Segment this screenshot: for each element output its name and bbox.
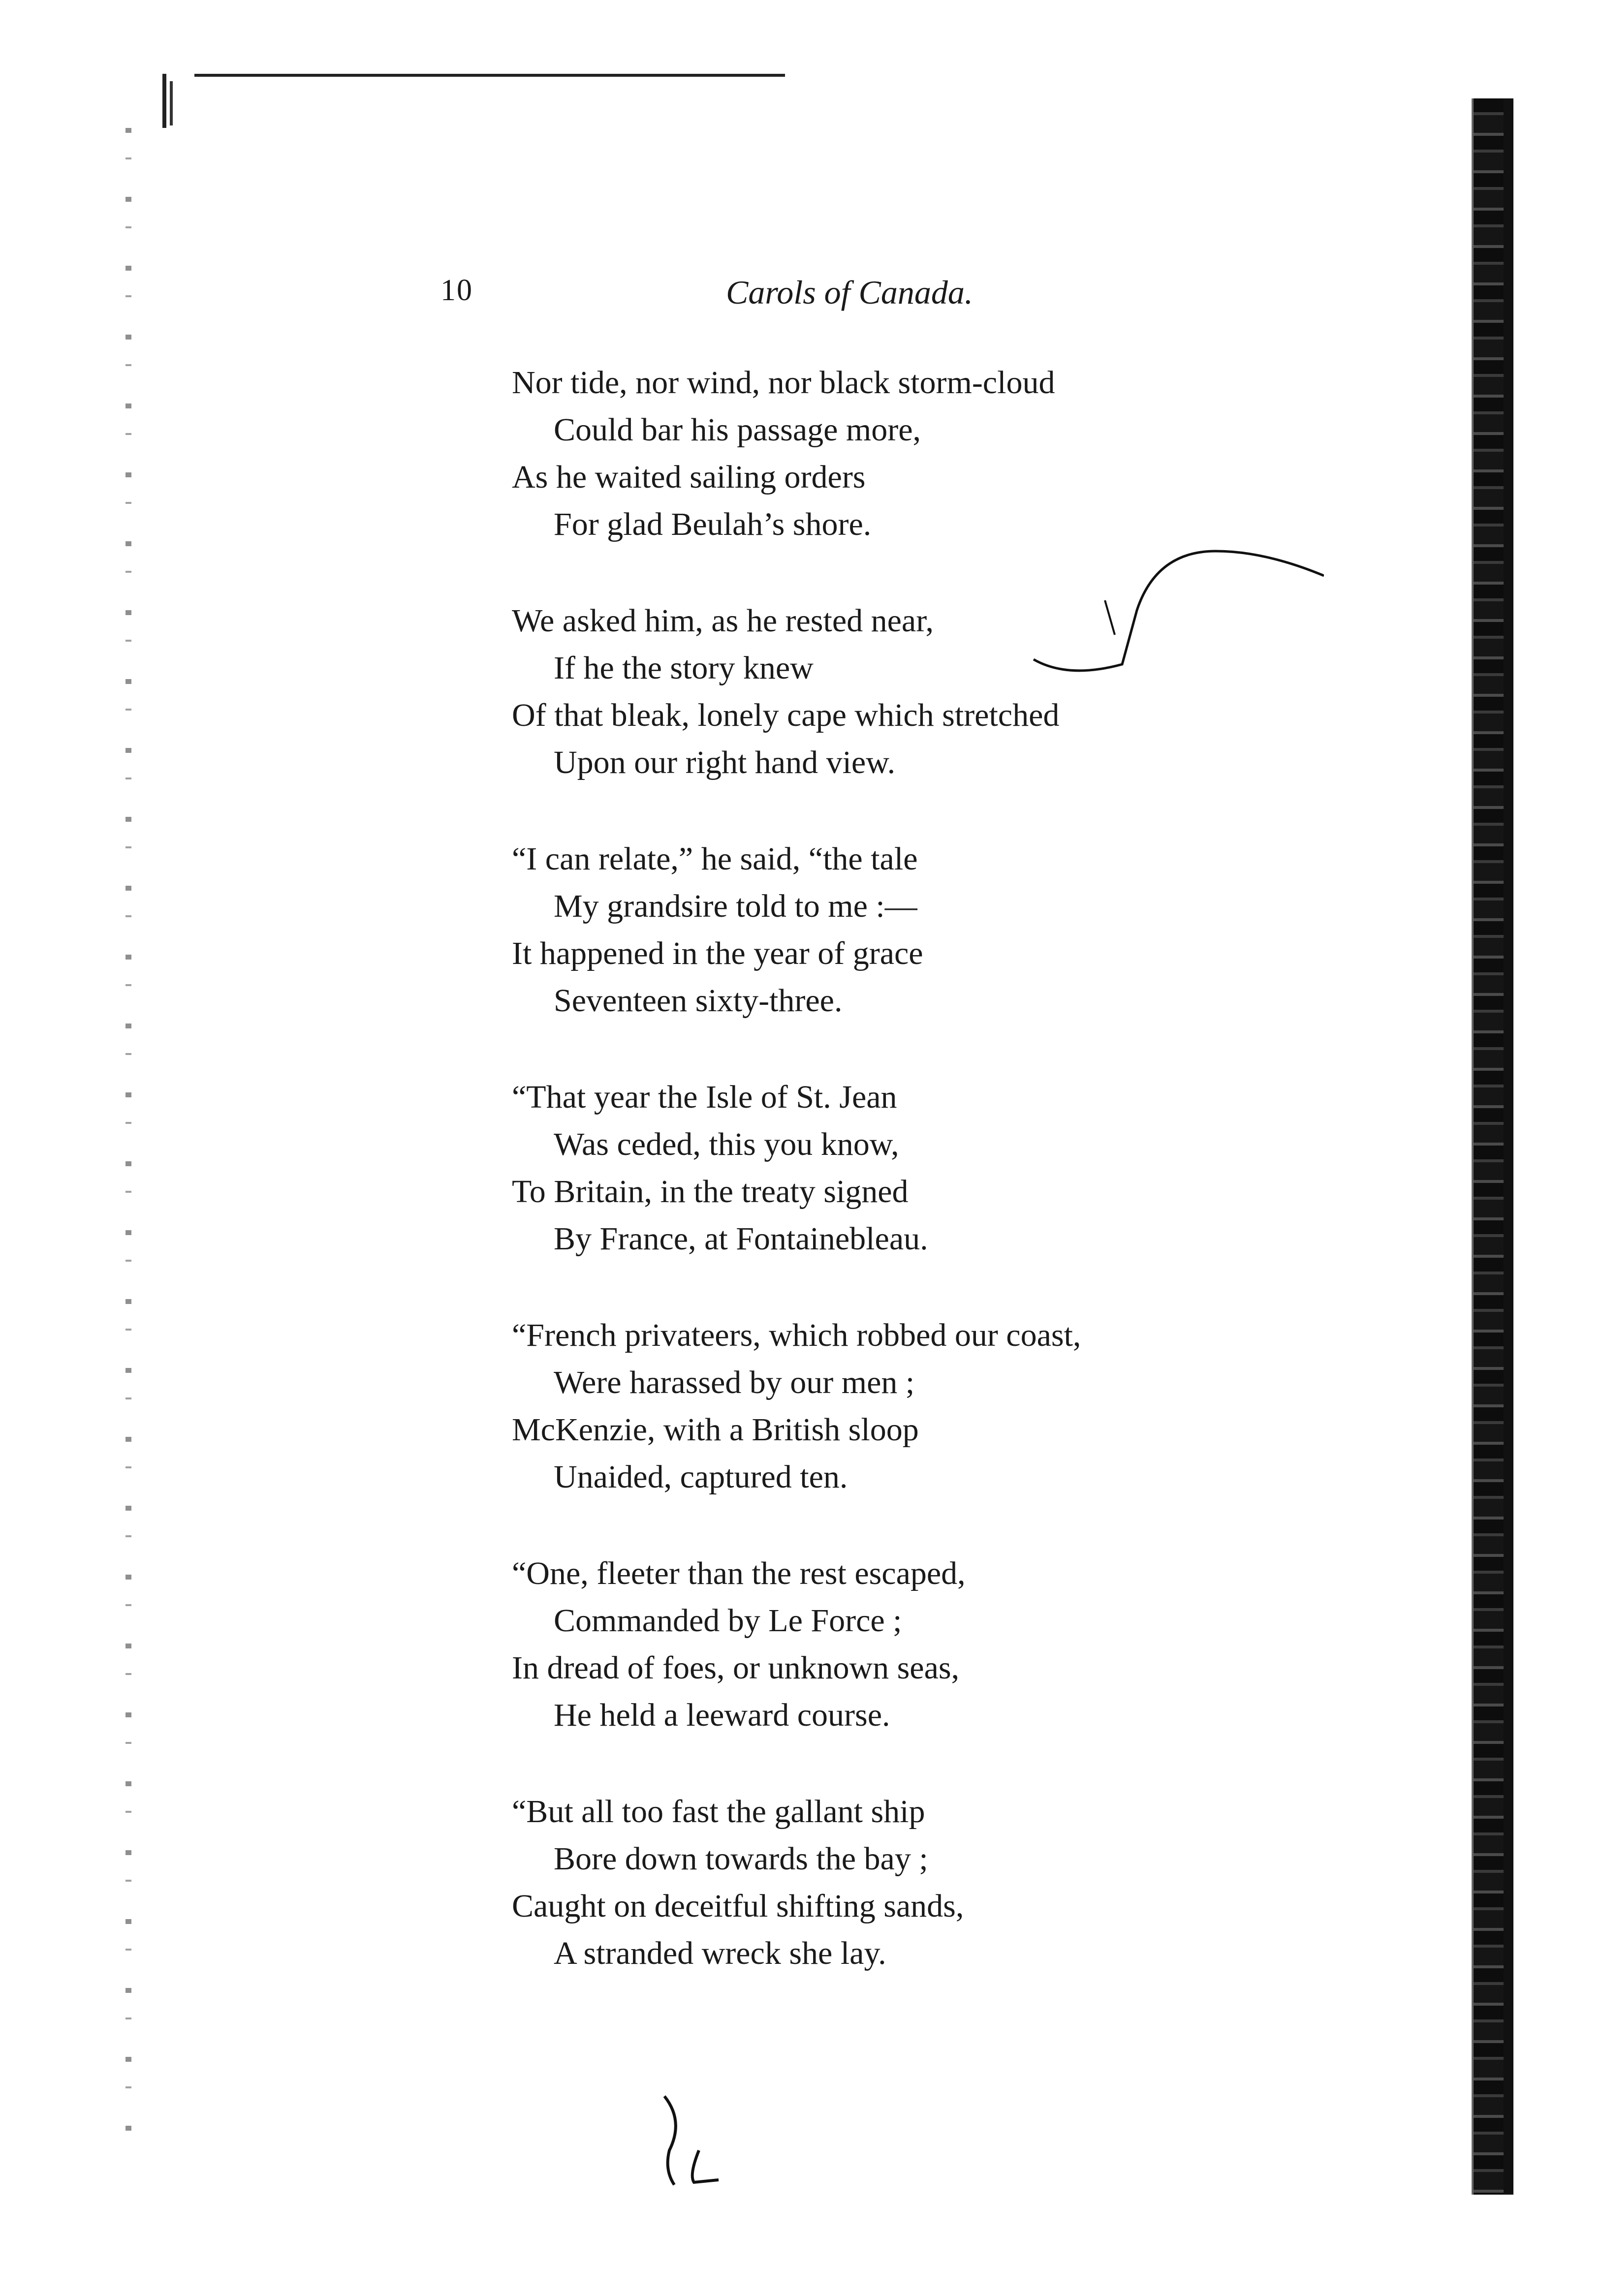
- verse-line: “I can relate,” he said, “the tale: [512, 841, 918, 877]
- stanza: [512, 836, 1447, 1024]
- verse-line: Caught on deceitful shifting sands,: [512, 1888, 964, 1924]
- verse-line: “One, fleeter than the rest escaped,: [512, 1555, 966, 1591]
- verse-line: My grandsire told to me :—: [554, 888, 917, 924]
- verse-line: “That year the Isle of St. Jean: [512, 1079, 897, 1115]
- verse-line: We asked him, as he rested near,: [512, 603, 934, 639]
- verse-line: He held a leeward course.: [554, 1697, 890, 1733]
- corner-mark: [162, 74, 166, 128]
- page-number: 10: [440, 274, 473, 307]
- verse-line: Nor tide, nor wind, nor black storm-cloud: [512, 365, 1055, 401]
- running-head: [0, 273, 1603, 317]
- verse-line: A stranded wreck she lay.: [554, 1935, 886, 1971]
- left-margin-specks: [126, 128, 131, 2145]
- handwritten-mark: [655, 2091, 733, 2190]
- stanza: [512, 1550, 1447, 1739]
- verse-line: For glad Beulah’s shore.: [554, 506, 872, 542]
- verse-line: Seventeen sixty-three.: [554, 983, 843, 1019]
- page-edge-shadow: [1472, 98, 1508, 2195]
- verse-line: Commanded by Le Force ;: [554, 1603, 902, 1639]
- verse-line: “French privateers, which robbed our coast,: [512, 1317, 1081, 1353]
- stanza: [512, 359, 1447, 548]
- stanza: [512, 1312, 1447, 1501]
- page-edge-dark: [1504, 98, 1513, 2195]
- running-title: Carols of Canada.: [726, 274, 973, 311]
- verse-line: It happened in the year of grace: [512, 935, 923, 971]
- pen-scribble: [1009, 531, 1324, 679]
- verse-line: “But all too fast the gallant ship: [512, 1794, 925, 1830]
- verse-line: Were harassed by our men ;: [554, 1365, 915, 1400]
- verse-line: By France, at Fontainebleau.: [554, 1221, 928, 1257]
- verse-line: Of that bleak, lonely cape which stretched: [512, 697, 1060, 733]
- verse-line: Upon our right hand view.: [554, 745, 896, 780]
- verse-line: Was ceded, this you know,: [554, 1126, 899, 1162]
- verse-line: Unaided, captured ten.: [554, 1459, 848, 1495]
- verse-line: McKenzie, with a British sloop: [512, 1412, 919, 1448]
- verse-line: If he the story knew: [554, 650, 814, 686]
- verse-line: To Britain, in the treaty signed: [512, 1174, 909, 1210]
- stanza: [512, 1788, 1447, 1977]
- verse-line: In dread of foes, or unknown seas,: [512, 1650, 960, 1686]
- corner-mark-secondary: [170, 81, 173, 125]
- top-rule: [194, 74, 785, 77]
- verse-line: Bore down towards the bay ;: [554, 1841, 928, 1877]
- stanza: [512, 1074, 1447, 1263]
- verse-line: As he waited sailing orders: [512, 459, 866, 495]
- verse-line: Could bar his passage more,: [554, 412, 921, 448]
